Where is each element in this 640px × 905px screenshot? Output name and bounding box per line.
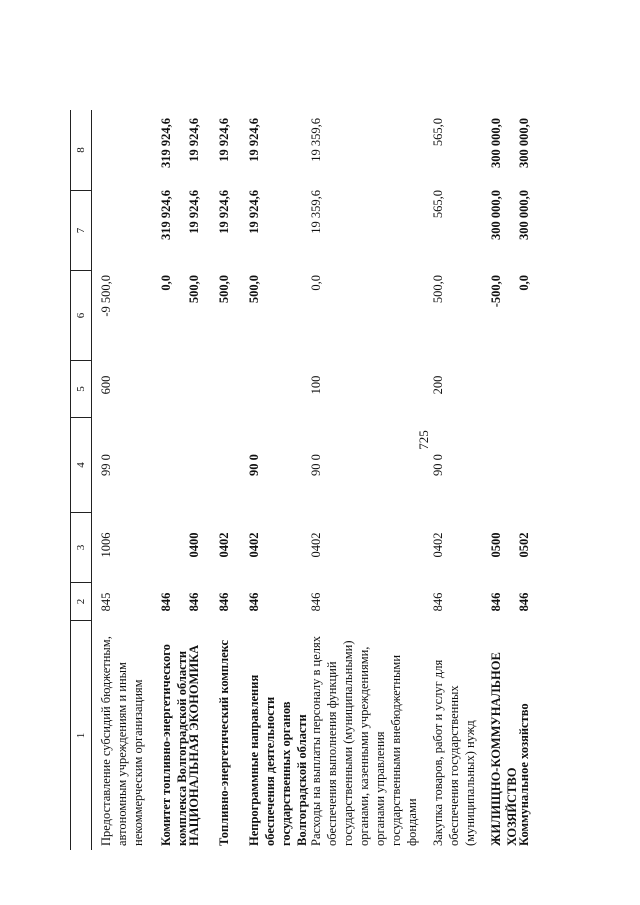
row-name: Предоставление субсидий бюджетным, автономным учреждениям и иным некоммерческим организациям [99, 636, 145, 846]
header-col-6: 6 [71, 270, 91, 360]
row-name: Комитет топливно-энергетического комплекса Волгоградской области [159, 644, 189, 846]
row-section: 0402 [309, 532, 323, 558]
row-value-col8: 19 924,6 [187, 118, 201, 162]
row-article: 90 0 [247, 454, 261, 476]
row-value-col6: 0,0 [159, 275, 173, 291]
row-name: ЖИЛИЩНО-КОММУНАЛЬНОЕ ХОЗЯЙСТВО [489, 652, 519, 846]
row-name: НАЦИОНАЛЬНАЯ ЭКОНОМИКА [187, 644, 201, 846]
row-name: Топливно-энергетический комплекс [217, 639, 231, 846]
row-section: 0400 [187, 532, 201, 558]
row-name: Расходы на выплаты персоналу в целях обеспечения выполнения функций государственными (муниципальными) органами, казенными учреждениями, органами управления государственными внебюджетными фондами [309, 636, 419, 846]
row-article: 90 0 [309, 454, 323, 476]
row-code: 846 [517, 592, 531, 612]
header-col-7: 7 [71, 190, 91, 270]
row-article: 99 0 [99, 454, 113, 476]
row-code: 845 [99, 592, 113, 612]
row-value-col8: 19 359,6 [309, 118, 323, 162]
row-name: Коммунальное хозяйство [517, 703, 531, 846]
row-code: 846 [187, 592, 201, 612]
row-expense-type: 100 [309, 375, 323, 395]
row-value-col6: -9 500,0 [99, 275, 113, 317]
row-section: 0500 [489, 532, 503, 558]
row-value-col6: 500,0 [247, 275, 261, 304]
row-article: 90 0 [431, 454, 445, 476]
header-col-8: 8 [75, 147, 87, 153]
row-value-col6: -500,0 [489, 275, 503, 308]
row-value-col8: 19 924,6 [217, 118, 231, 162]
header-col-2: 2 [71, 582, 91, 620]
row-value-col8: 565,0 [431, 118, 445, 147]
row-value-col6: 500,0 [431, 275, 445, 304]
row-code: 846 [489, 592, 503, 612]
row-code: 846 [159, 592, 173, 612]
row-name: Непрограммные направления обеспечения деятельности государственных органов Волгоградской области [247, 674, 309, 846]
row-code: 846 [247, 592, 261, 612]
row-code: 846 [431, 592, 445, 612]
row-section: 0402 [247, 532, 261, 558]
row-value-col7: 19 924,6 [247, 190, 261, 234]
row-section: 0402 [431, 532, 445, 558]
row-section: 0402 [217, 532, 231, 558]
row-value-col6: 500,0 [187, 275, 201, 304]
row-code: 846 [217, 592, 231, 612]
header-col-3: 3 [71, 512, 91, 582]
row-value-col8: 19 924,6 [247, 118, 261, 162]
row-value-col7: 19 359,6 [309, 190, 323, 234]
row-section: 1006 [99, 532, 113, 558]
table-header [70, 110, 92, 850]
row-code: 846 [309, 592, 323, 612]
header-col-5: 5 [71, 360, 91, 417]
row-value-col6: 500,0 [217, 275, 231, 304]
row-value-col7: 300 000,0 [517, 190, 531, 240]
header-col-4: 4 [71, 417, 91, 512]
row-value-col6: 0,0 [517, 275, 531, 291]
budget-table [70, 110, 580, 850]
row-value-col8: 319 924,6 [159, 118, 173, 168]
row-section: 0502 [517, 532, 531, 558]
row-value-col7: 19 924,6 [217, 190, 231, 234]
page-number: 725 [416, 430, 431, 450]
row-value-col8: 300 000,0 [489, 118, 503, 168]
row-value-col7: 300 000,0 [489, 190, 503, 240]
row-expense-type: 200 [431, 375, 445, 395]
header-col-1: 1 [71, 620, 91, 850]
row-name: Закупка товаров, работ и услуг для обеспечения государственных (муниципальных) нужд [431, 659, 477, 846]
row-value-col7: 319 924,6 [159, 190, 173, 240]
row-value-col7: 565,0 [431, 190, 445, 219]
row-value-col6: 0,0 [309, 275, 323, 291]
row-expense-type: 600 [99, 375, 113, 395]
row-value-col8: 300 000,0 [517, 118, 531, 168]
row-value-col7: 19 924,6 [187, 190, 201, 234]
